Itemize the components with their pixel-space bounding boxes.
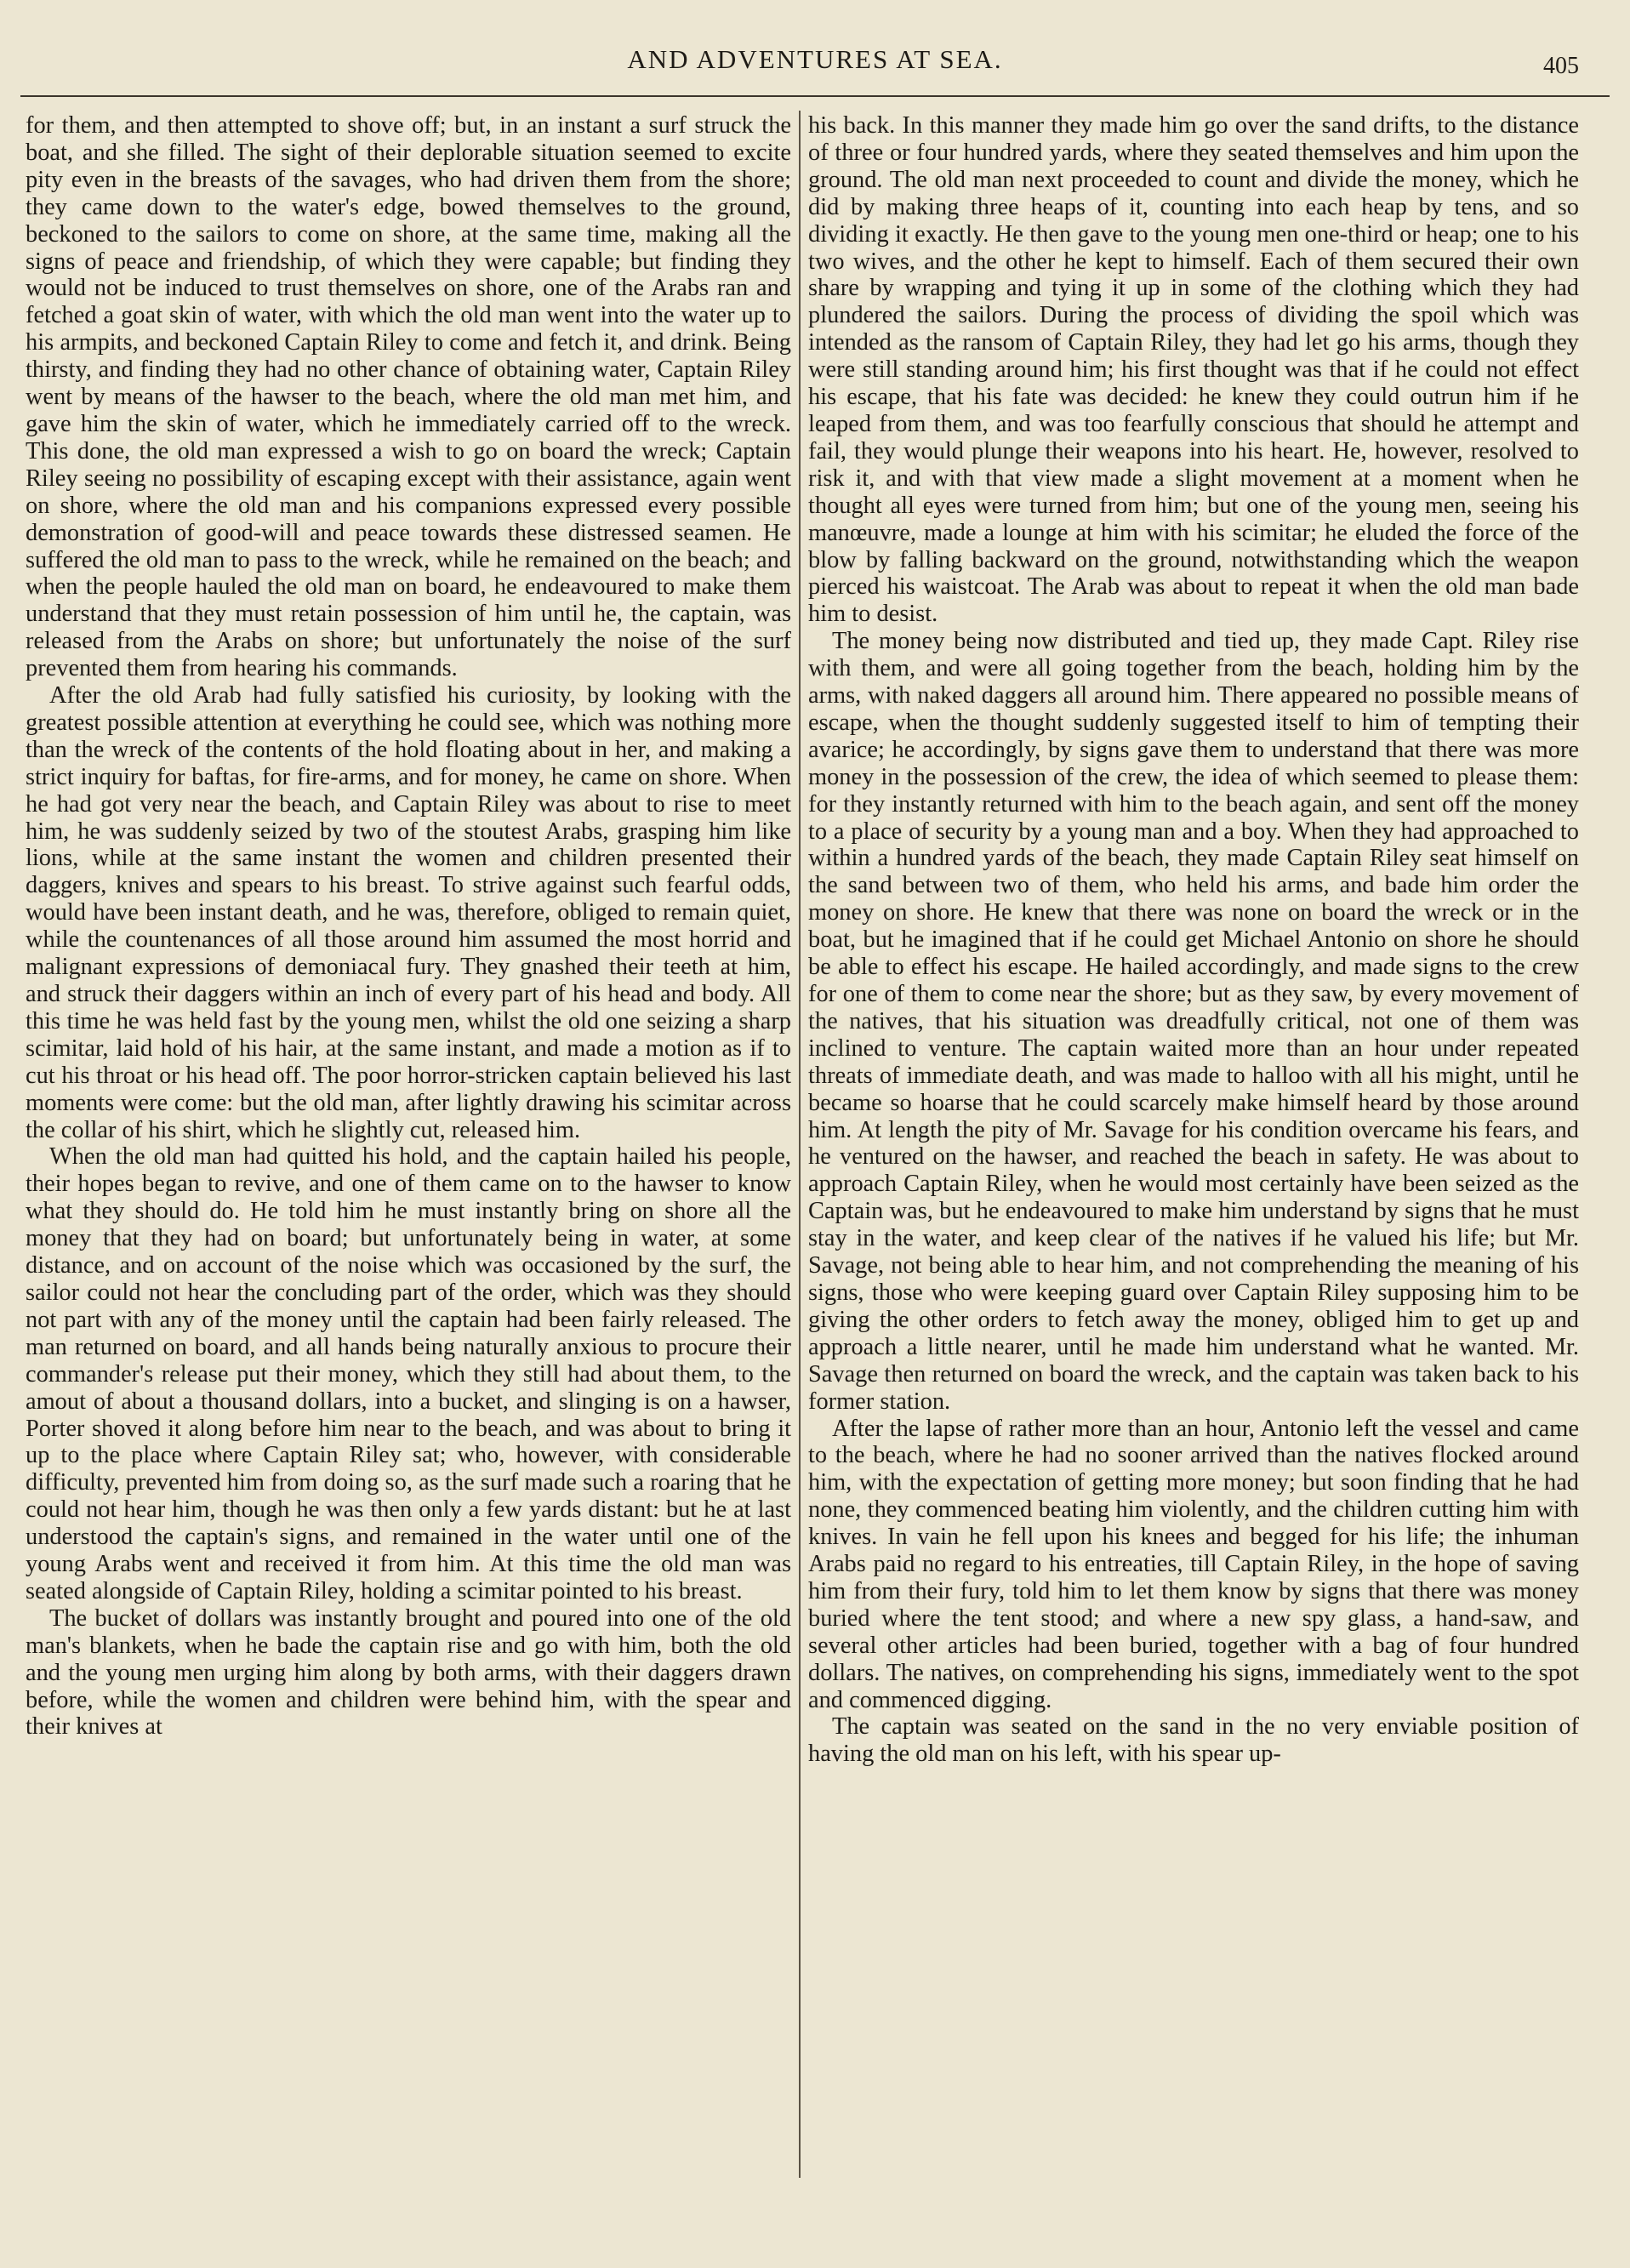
left-column <box>26 112 791 2188</box>
paragraph: The captain was seated on the sand in the no very enviable position of having the old man on his left, with his spear up- <box>808 1713 1579 1768</box>
paragraph: his back. In this manner they made him go over the sand drifts, to the distance of three or four hundred yards, where they seated themselves and him upon the ground. The old man next proceeded to count and divide the money, which he did by making three heaps of it, counting into each heap by tens, and so dividing it exactly. He then gave to the young men one-third or heap; one to his two wives, and the other he kept to himself. Each of them secured their own share by wrapping and tying it up in some of the clothing which they had plundered the sailors. During the process of dividing the spoil which was intended as the ransom of Captain Riley, they had let go his arms, though they were still standing around him; his first thought was that if he could not effect his escape, that his fate was decided: he knew they could outrun him if he leaped from them, and was too fearfully conscious that should he attempt and fail, they would plunge their weapons into his heart. He, however, resolved to risk it, and with that view made a slight movement at a moment when he thought all eyes were turned from him; but one of the young men, seeing his manœuvre, made a lounge at him with his scimitar; he eluded the force of the blow by falling backward on the ground, notwithstanding which the weapon pierced his waistcoat. The Arab was about to repeat it when the old man bade him to desist. <box>808 112 1579 628</box>
paragraph: After the old Arab had fully satisfied his curiosity, by looking with the greatest possible attention at everything he could see, which was nothing more than the wreck of the contents of the hold floating about in her, and making a strict inquiry for baftas, for fire-arms, and for money, he came on shore. When he had got very near the beach, and Captain Riley was about to rise to meet him, he was suddenly seized by two of the stoutest Arabs, grasping him like lions, while at the same instant the women and children presented their daggers, knives and spears to his breast. To strive against such fearful odds, would have been instant death, and he was, therefore, obliged to remain quiet, while the countenances of all those around him assumed the most horrid and malignant expressions of demoniacal fury. They gnashed their teeth at him, and struck their daggers within an inch of every part of his head and body. All this time he was held fast by the young men, whilst the old one seizing a sharp scimitar, laid hold of his hair, at the same instant, and made a motion as if to cut his throat or his head off. The poor horror-stricken captain believed his last moments were come: but the old man, after lightly drawing his scimitar across the collar of his shirt, which he slightly cut, released him. <box>26 682 791 1143</box>
running-title: AND ADVENTURES AT SEA. <box>627 44 1003 74</box>
paragraph: After the lapse of rather more than an hour, Antonio left the vessel and came to the beach, where he had no sooner arrived than the natives flocked around him, with the expectation of getting more money; but soon finding that he had none, they commenced beating him violently, and the children cutting him with knives. In vain he fell upon his knees and begged for his life; the inhuman Arabs paid no regard to his entreaties, till Captain Riley, in the hope of saving him from their fury, told him to let them know by signs that there was money buried where the tent stood; and where a new spy glass, a hand-saw, and several other articles had been buried, together with a bag of four hundred dollars. The natives, on comprehending his signs, immediately went to the spot and commenced digging. <box>808 1415 1579 1713</box>
header-rule <box>20 95 1610 97</box>
page-number: 405 <box>1543 53 1579 79</box>
paragraph: The bucket of dollars was instantly brought and poured into one of the old man's blankets, when he bade the captain rise and go with him, both the old and the young men urging him along by both arms, with their daggers drawn before, while the women and children were behind him, with the spear and their knives at <box>26 1604 791 1741</box>
paragraph: for them, and then attempted to shove off; but, in an instant a surf struck the boat, and she filled. The sight of their deplorable situation seemed to excite pity even in the breasts of the savages, who had driven them from the shore; they came down to the water's edge, bowed themselves to the ground, beckoned to the sailors to come on shore, at the same time, making all the signs of peace and friendship, of which they were capable; but finding they would not be induced to trust themselves on shore, one of the Arabs ran and fetched a goat skin of water, with which the old man went into the water up to his armpits, and beckoned Captain Riley to come and fetch it, and drink. Being thirsty, and finding they had no other chance of obtaining water, Captain Riley went by means of the hawser to the beach, where the old man met him, and gave him the skin of water, which he immediately carried off to the wreck. This done, the old man expressed a wish to go on board the wreck; Captain Riley seeing no possibility of escaping except with their assistance, again went on shore, where the old man and his companions expressed every possible demonstration of good-will and peace towards these distressed seamen. He suffered the old man to pass to the wreck, while he remained on the beach; and when the people hauled the old man on board, he endeavoured to make them understand that they must retain possession of him until he, the captain, was released from the Arabs on shore; but unfortunately the noise of the surf prevented them from hearing his commands. <box>26 112 791 682</box>
column-divider <box>799 111 801 2178</box>
paragraph: The money being now distributed and tied up, they made Capt. Riley rise with them, and were all going together from the beach, holding him by the arms, with naked daggers all around him. There appeared no possible means of escape, when the thought suddenly suggested itself to him of tempting their avarice; he accordingly, by signs gave them to understand that there was more money in the possession of the crew, the idea of which seemed to please them: for they instantly returned with him to the beach again, and sent off the money to a place of security by a young man and a boy. When they had approached to within a hundred yards of the beach, they made Captain Riley seat himself on the sand between two of them, who held his arms, and bade him order the money on shore. He knew that there was none on board the wreck or in the boat, but he imagined that if he could get Michael Antonio on shore he should be able to effect his escape. He hailed accordingly, and made signs to the crew for one of them to come near the shore; but as they saw, by every movement of the natives, that his situation was dreadfully critical, not one of them was inclined to venture. The captain waited more than an hour under repeated threats of immediate death, and was made to halloo with all his might, until he became so hoarse that he could scarcely make himself heard by those around him. At length the pity of Mr. Savage for his condition overcame his fears, and he ventured on the hawser, and reached the beach in safety. He was about to approach Captain Riley, when he would most certainly have been seized as the Captain was, but he endeavoured to make him understand by signs that he must stay in the water, and keep clear of the natives if he valued his life; but Mr. Savage, not being able to hear him, and not comprehending the meaning of his signs, those who were keeping guard over Captain Riley supposing him to be giving the other orders to fetch away the money, obliged him to get up and approach a little nearer, until he made him understand what he wanted. Mr. Savage then returned on board the wreck, and the captain was taken back to his former station. <box>808 628 1579 1415</box>
paragraph: When the old man had quitted his hold, and the captain hailed his people, their hopes began to revive, and one of them came on to the hawser to know what they should do. He told him he must instantly bring on shore all the money that they had on board; but unfortunately being in water, at some distance, and on account of the noise which was occasioned by the surf, the sailor could not hear the concluding part of the order, which was they should not part with any of the money until the captain had been fairly released. The man returned on board, and all hands being naturally anxious to procure their commander's release put their money, which they still had about them, to the amout of about a thousand dollars, into a bucket, and slinging is on a hawser, Porter shoved it along before him near to the beach, and was about to bring it up to the place where Captain Riley sat; who, however, with considerable difficulty, prevented him from doing so, as the surf made such a roaring that he could not hear him, though he was then only a few yards distant: but he at last understood the captain's signs, and remained in the water until one of the young Arabs went and received it from him. At this time the old man was seated alongside of Captain Riley, holding a scimitar pointed to his breast. <box>26 1143 791 1604</box>
right-column <box>808 112 1579 2188</box>
